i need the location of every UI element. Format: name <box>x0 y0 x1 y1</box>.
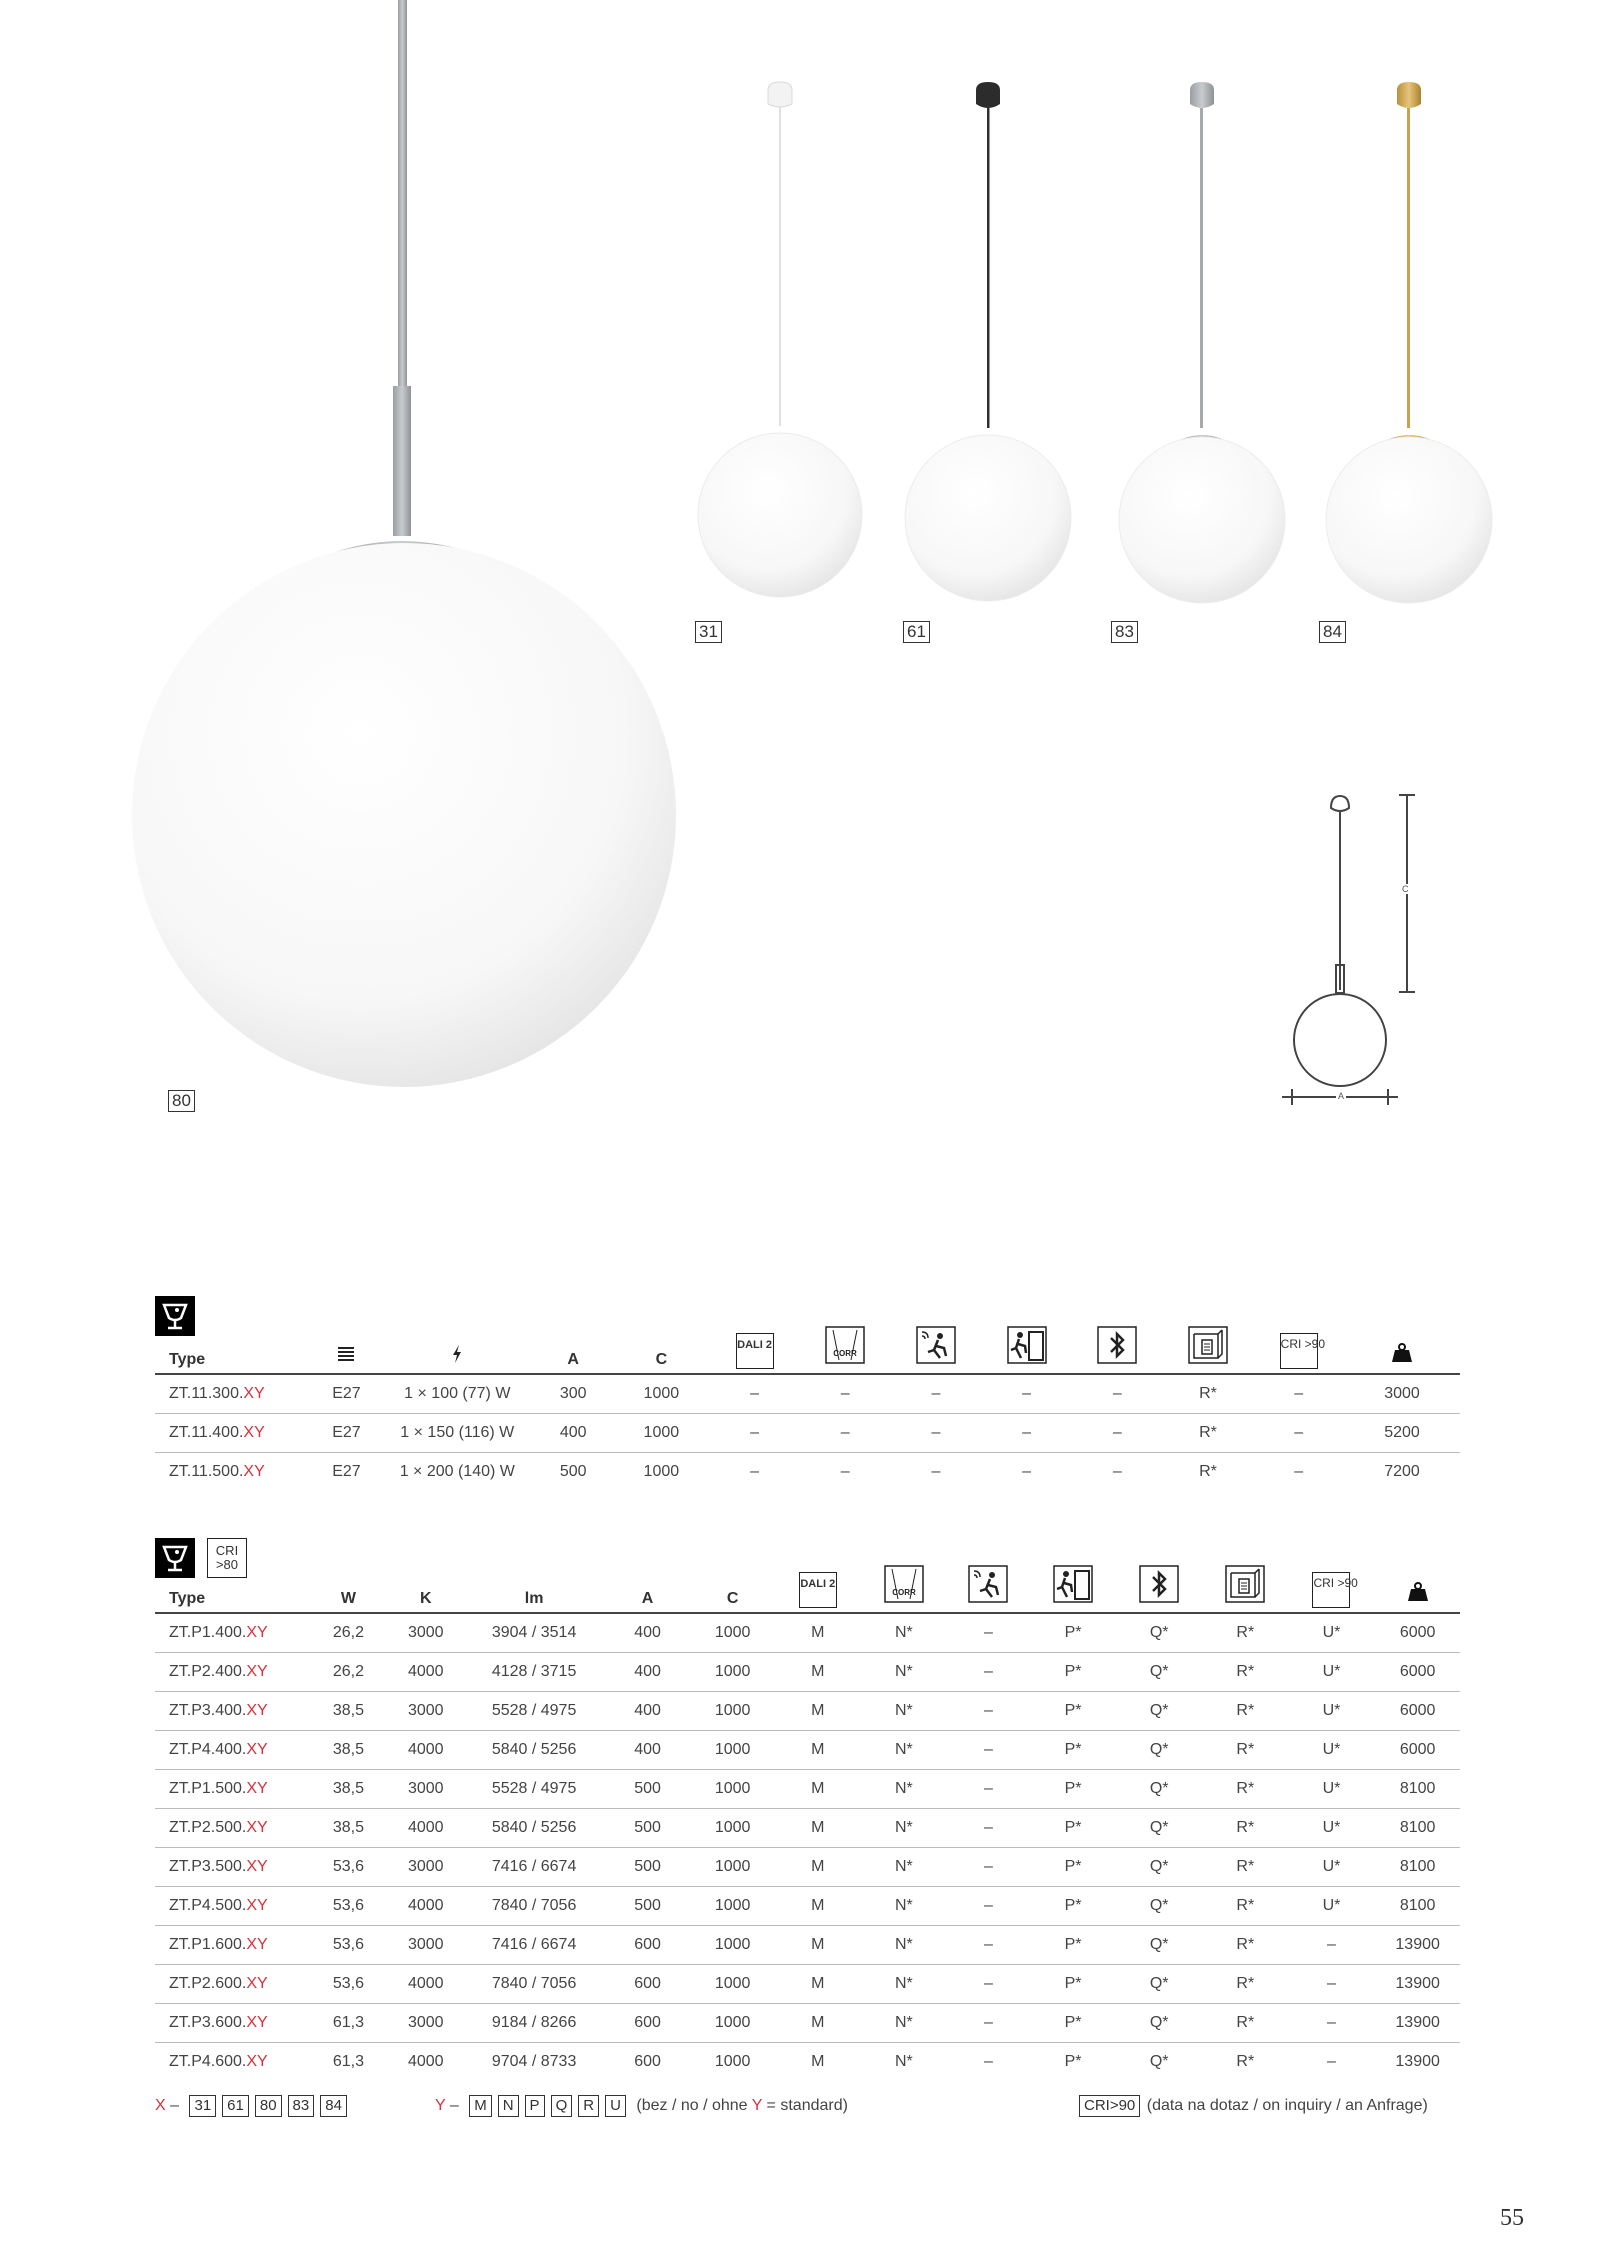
cell-cri: – <box>1327 2053 1336 2070</box>
cell-a: 500 <box>559 1463 587 1480</box>
cell-dali: – <box>750 1463 759 1480</box>
cell-corr: N* <box>895 1663 913 1680</box>
cell-lm: 7840 / 7056 <box>491 1897 577 1914</box>
cell-c: 1000 <box>714 1936 751 1953</box>
cell-weight: 8100 <box>1399 1780 1436 1797</box>
cell-bluetooth: Q* <box>1149 1702 1169 1719</box>
legend-x <box>155 2095 353 2117</box>
cell-bluetooth: Q* <box>1149 2014 1169 2031</box>
cell-cri: – <box>1294 1385 1304 1402</box>
cell-bluetooth: – <box>1112 1463 1122 1480</box>
legend-y-code: M <box>469 2095 492 2117</box>
cell-c: 1000 <box>714 1975 751 1992</box>
cell-a: 400 <box>634 1624 661 1641</box>
cell-sensor: – <box>984 1858 993 1875</box>
cell-lm: 5840 / 5256 <box>491 1819 577 1836</box>
cell-emergency: P* <box>1064 1936 1082 1953</box>
col-c: C <box>726 1590 739 1607</box>
cell-w: 38,5 <box>332 1702 364 1719</box>
table-row <box>155 1965 1460 2004</box>
cell-c: 1000 <box>714 1624 751 1641</box>
cell-type: ZT.P4.400.XY <box>169 1741 268 1758</box>
cell-dali: M <box>811 1663 825 1680</box>
cell-type: ZT.P2.400.XY <box>169 1663 268 1680</box>
cell-dali: M <box>811 2014 825 2031</box>
cell-w: 53,6 <box>332 1897 364 1914</box>
cell-driver: R* <box>1199 1385 1217 1402</box>
legend-y-code: Q <box>551 2095 573 2117</box>
table-row <box>155 1613 1460 1653</box>
cell-bluetooth: Q* <box>1149 1663 1169 1680</box>
dali-icon: DALI 2 <box>709 1324 800 1374</box>
cell-bluetooth: Q* <box>1149 1858 1169 1875</box>
power-icon <box>382 1324 533 1374</box>
cell-corr: – <box>840 1424 850 1441</box>
cell-bluetooth: Q* <box>1149 2053 1169 2070</box>
cell-corr: N* <box>895 1975 913 1992</box>
cell-type: ZT.11.400.XY <box>169 1424 265 1441</box>
cell-w: 38,5 <box>332 1819 364 1836</box>
cell-w: 61,3 <box>332 2014 364 2031</box>
weight-icon <box>1344 1324 1460 1374</box>
cell-corr: N* <box>895 1936 913 1953</box>
socket-icon <box>311 1324 382 1374</box>
cell-bluetooth: – <box>1112 1385 1122 1402</box>
legend-y-note: (bez / no / ohne Y = standard) <box>636 2097 848 2114</box>
cell-weight: 8100 <box>1399 1819 1436 1836</box>
legend-y-code: P <box>525 2095 545 2117</box>
cell-a: 400 <box>559 1424 587 1441</box>
cell-emergency: P* <box>1064 1702 1082 1719</box>
cell-dali: M <box>811 2053 825 2070</box>
cell-driver: R* <box>1236 1819 1255 1836</box>
cell-sensor: – <box>984 1897 993 1914</box>
cell-a: 400 <box>634 1702 661 1719</box>
lamp-variant-white <box>698 82 862 597</box>
cell-c: 1000 <box>714 1858 751 1875</box>
cell-power: 1 × 150 (116) W <box>400 1424 515 1441</box>
cell-bluetooth: Q* <box>1149 1936 1169 1953</box>
legend-y <box>435 2095 848 2117</box>
cell-w: 53,6 <box>332 1858 364 1875</box>
cell-socket: E27 <box>332 1463 361 1480</box>
cell-sensor: – <box>984 1702 993 1719</box>
cell-lm: 3904 / 3514 <box>491 1624 577 1641</box>
dimension-drawing <box>1282 795 1415 1105</box>
cell-c: 1000 <box>643 1385 680 1402</box>
table-row <box>155 1887 1460 1926</box>
legend-x-code: 31 <box>189 2095 216 2117</box>
cell-corr: – <box>840 1463 850 1480</box>
cell-sensor: – <box>984 1624 993 1641</box>
cri-icon: CRI >90 <box>1253 1324 1344 1374</box>
cell-dali: – <box>750 1424 759 1441</box>
table-row <box>155 1374 1460 1414</box>
variant-code-31: 31 <box>695 621 722 643</box>
cell-cri: U* <box>1322 1858 1341 1875</box>
cell-c: 1000 <box>714 2053 751 2070</box>
cell-type: ZT.P3.400.XY <box>169 1702 268 1719</box>
col-lm: lm <box>524 1590 544 1607</box>
cell-type: ZT.P2.600.XY <box>169 1975 268 1992</box>
cell-driver: R* <box>1236 1663 1255 1680</box>
spec-table-incandescent <box>155 1324 1460 1491</box>
cell-a: 400 <box>634 1741 661 1758</box>
cell-bluetooth: Q* <box>1149 1819 1169 1836</box>
cell-c: 1000 <box>643 1463 680 1480</box>
cell-type: ZT.P1.400.XY <box>169 1624 268 1641</box>
cell-k: 3000 <box>407 1936 444 1953</box>
variant-code-80: 80 <box>168 1090 195 1112</box>
cell-dali: M <box>811 1975 825 1992</box>
cell-lm: 7416 / 6674 <box>491 1936 577 1953</box>
cell-sensor: – <box>984 2053 993 2070</box>
cell-lm: 7840 / 7056 <box>491 1975 577 1992</box>
cell-corr: N* <box>895 2014 913 2031</box>
cell-cri: – <box>1327 1975 1336 1992</box>
cell-bluetooth: Q* <box>1149 1741 1169 1758</box>
cell-type: ZT.P1.600.XY <box>169 1936 268 1953</box>
cell-dali: M <box>811 1741 825 1758</box>
table-row <box>155 2004 1460 2043</box>
cell-a: 500 <box>634 1858 661 1875</box>
cell-dali: – <box>750 1385 759 1402</box>
cell-type: ZT.11.500.XY <box>169 1463 265 1480</box>
cell-w: 53,6 <box>332 1936 364 1953</box>
cell-lm: 5528 / 4975 <box>491 1780 577 1797</box>
dali-icon: DALI 2 <box>774 1561 862 1613</box>
cell-w: 26,2 <box>332 1663 364 1680</box>
cri-80-badge: CRI >80 <box>207 1538 247 1578</box>
cell-lm: 7416 / 6674 <box>491 1858 577 1875</box>
legend-x-code: 80 <box>255 2095 282 2117</box>
cell-bluetooth: – <box>1112 1424 1122 1441</box>
legend-y-codes <box>469 2097 632 2114</box>
cell-sensor: – <box>984 1741 993 1758</box>
cell-k: 3000 <box>407 2014 444 2031</box>
cell-cri: – <box>1327 2014 1336 2031</box>
bluetooth-icon <box>1072 1324 1163 1374</box>
cell-dali: M <box>811 1819 825 1836</box>
cell-type: ZT.11.300.XY <box>169 1385 265 1402</box>
cell-driver: R* <box>1199 1424 1217 1441</box>
cell-cri: U* <box>1322 1663 1341 1680</box>
cell-sensor: – <box>984 1819 993 1836</box>
lamp-variant-chrome <box>1119 82 1285 603</box>
cell-power: 1 × 200 (140) W <box>399 1463 515 1480</box>
cell-a: 400 <box>634 1663 661 1680</box>
cell-driver: R* <box>1236 1780 1255 1797</box>
cell-type: ZT.P3.500.XY <box>169 1858 268 1875</box>
cell-k: 4000 <box>407 1741 444 1758</box>
cell-emergency: P* <box>1064 1897 1082 1914</box>
emergency-icon <box>981 1324 1072 1374</box>
dimension-a-label: A <box>1338 1091 1345 1101</box>
table-row <box>155 1731 1460 1770</box>
cell-driver: R* <box>1236 2053 1255 2070</box>
cell-emergency: P* <box>1064 2014 1082 2031</box>
cell-driver: R* <box>1236 2014 1255 2031</box>
col-c: C <box>655 1351 668 1368</box>
legend-x-codes <box>189 2097 352 2114</box>
col-type: Type <box>169 1351 206 1368</box>
table-row <box>155 1926 1460 1965</box>
cell-emergency: P* <box>1064 1741 1082 1758</box>
cell-emergency: P* <box>1064 1819 1082 1836</box>
cell-weight: 6000 <box>1399 1702 1436 1719</box>
emergency-icon <box>1031 1561 1116 1613</box>
cell-sensor: – <box>984 2014 993 2031</box>
cell-weight: 8100 <box>1399 1897 1436 1914</box>
cell-emergency: – <box>1022 1463 1032 1480</box>
cell-k: 4000 <box>407 2053 444 2070</box>
legend-y-code: U <box>605 2095 626 2117</box>
cell-dali: M <box>811 1936 825 1953</box>
cell-socket: E27 <box>332 1424 361 1441</box>
variant-code-84: 84 <box>1319 621 1346 643</box>
cell-sensor: – <box>931 1463 941 1480</box>
cell-corr: N* <box>895 1897 913 1914</box>
legend-x-code: 61 <box>222 2095 249 2117</box>
cell-a: 600 <box>634 2053 661 2070</box>
cell-type: ZT.P4.500.XY <box>169 1897 268 1914</box>
cell-weight: 6000 <box>1399 1741 1436 1758</box>
cell-bluetooth: Q* <box>1149 1897 1169 1914</box>
cell-c: 1000 <box>714 1780 751 1797</box>
cell-weight: 8100 <box>1399 1858 1436 1875</box>
cell-k: 4000 <box>407 1819 444 1836</box>
col-k: K <box>419 1590 432 1607</box>
legend-x-prefix: X <box>155 2097 166 2114</box>
cell-sensor: – <box>984 1936 993 1953</box>
corridor-icon <box>800 1324 891 1374</box>
table-row <box>155 1414 1460 1453</box>
cell-type: ZT.P2.500.XY <box>169 1819 268 1836</box>
cell-k: 3000 <box>407 1780 444 1797</box>
legend-y-dash: – <box>449 2097 459 2114</box>
cell-weight: 13900 <box>1395 2053 1440 2070</box>
cell-cri: U* <box>1322 1741 1341 1758</box>
cell-sensor: – <box>984 1975 993 1992</box>
legend-cri-box: CRI>90 <box>1079 2095 1140 2117</box>
cell-cri: U* <box>1322 1780 1341 1797</box>
table-row <box>155 1848 1460 1887</box>
cell-emergency: P* <box>1064 2053 1082 2070</box>
cell-weight: 13900 <box>1395 2014 1440 2031</box>
cell-dali: M <box>811 1858 825 1875</box>
main-pendant-lamp <box>132 0 676 1087</box>
cell-w: 53,6 <box>332 1975 364 1992</box>
cell-driver: R* <box>1236 1741 1255 1758</box>
svg-text:CORR: CORR <box>892 1588 916 1597</box>
cell-corr: N* <box>895 1858 913 1875</box>
cell-c: 1000 <box>714 1897 751 1914</box>
cell-corr: N* <box>895 1819 913 1836</box>
cell-dali: M <box>811 1702 825 1719</box>
cell-sensor: – <box>984 1780 993 1797</box>
cell-driver: R* <box>1236 1936 1255 1953</box>
cell-driver: R* <box>1236 1702 1255 1719</box>
cell-c: 1000 <box>714 2014 751 2031</box>
cell-a: 600 <box>634 2014 661 2031</box>
driver-icon <box>1163 1324 1254 1374</box>
variant-code-83: 83 <box>1111 621 1138 643</box>
cell-cri: U* <box>1322 1702 1341 1719</box>
cell-cri: U* <box>1322 1897 1341 1914</box>
table-row <box>155 1770 1460 1809</box>
sensor-icon <box>891 1324 982 1374</box>
sensor-icon <box>946 1561 1031 1613</box>
cell-weight: 5200 <box>1384 1424 1420 1441</box>
cell-lm: 9704 / 8733 <box>491 2053 577 2070</box>
cell-bluetooth: Q* <box>1149 1975 1169 1992</box>
cell-a: 500 <box>634 1780 661 1797</box>
cell-driver: R* <box>1199 1463 1217 1480</box>
legend-y-code: N <box>498 2095 519 2117</box>
cell-dali: M <box>811 1897 825 1914</box>
cell-driver: R* <box>1236 1624 1255 1641</box>
cell-sensor: – <box>931 1385 941 1402</box>
cell-k: 4000 <box>407 1975 444 1992</box>
table-row <box>155 1692 1460 1731</box>
cell-c: 1000 <box>714 1702 751 1719</box>
cell-a: 600 <box>634 1975 661 1992</box>
bluetooth-icon <box>1115 1561 1203 1613</box>
cell-w: 61,3 <box>332 2053 364 2070</box>
cell-cri: – <box>1294 1424 1304 1441</box>
table-row <box>155 2043 1460 2082</box>
cell-bluetooth: Q* <box>1149 1780 1169 1797</box>
lamp-variant-black <box>905 82 1071 601</box>
cell-corr: N* <box>895 2053 913 2070</box>
legend-x-code: 84 <box>320 2095 347 2117</box>
cell-emergency: P* <box>1064 1780 1082 1797</box>
cell-w: 38,5 <box>332 1741 364 1758</box>
cell-k: 3000 <box>407 1702 444 1719</box>
cell-corr: N* <box>895 1741 913 1758</box>
col-a: A <box>567 1351 579 1368</box>
cell-cri: – <box>1294 1463 1304 1480</box>
legend-cri-note: (data na dotaz / on inquiry / an Anfrage) <box>1146 2097 1428 2114</box>
col-a: A <box>641 1590 654 1607</box>
table-row <box>155 1653 1460 1692</box>
cell-c: 1000 <box>714 1663 751 1680</box>
cell-sensor: – <box>984 1663 993 1680</box>
cell-bluetooth: Q* <box>1149 1624 1169 1641</box>
cell-weight: 6000 <box>1399 1624 1436 1641</box>
legend-y-code: R <box>578 2095 599 2117</box>
cell-k: 4000 <box>407 1663 444 1680</box>
cell-corr: N* <box>895 1624 913 1641</box>
cell-a: 500 <box>634 1819 661 1836</box>
table-row <box>155 1809 1460 1848</box>
cell-corr: N* <box>895 1702 913 1719</box>
cell-cri: – <box>1327 1936 1336 1953</box>
cell-type: ZT.P4.600.XY <box>169 2053 268 2070</box>
weight-icon <box>1375 1561 1460 1613</box>
cell-a: 600 <box>634 1936 661 1953</box>
cell-corr: – <box>840 1385 850 1402</box>
col-type: Type <box>169 1590 206 1607</box>
cell-k: 3000 <box>407 1858 444 1875</box>
cell-k: 3000 <box>407 1624 444 1641</box>
cell-type: ZT.P1.500.XY <box>169 1780 268 1797</box>
cell-power: 1 × 100 (77) W <box>404 1385 511 1402</box>
table-header-row <box>155 1324 1460 1374</box>
cell-emergency: P* <box>1064 1624 1082 1641</box>
cell-lm: 5528 / 4975 <box>491 1702 577 1719</box>
cell-dali: M <box>811 1780 825 1797</box>
lamp-variant-brass <box>1326 82 1492 603</box>
legend-x-dash: – <box>170 2097 180 2114</box>
cell-cri: U* <box>1322 1624 1341 1641</box>
cell-weight: 13900 <box>1395 1975 1440 1992</box>
svg-text:CORR: CORR <box>833 1349 858 1358</box>
cell-socket: E27 <box>332 1385 361 1402</box>
cell-corr: N* <box>895 1780 913 1797</box>
cell-driver: R* <box>1236 1897 1255 1914</box>
cell-c: 1000 <box>643 1424 680 1441</box>
cell-dali: M <box>811 1624 825 1641</box>
legend-y-prefix: Y <box>435 2097 446 2114</box>
cell-type: ZT.P3.600.XY <box>169 2014 268 2031</box>
cell-weight: 13900 <box>1395 1936 1440 1953</box>
cell-w: 26,2 <box>332 1624 364 1641</box>
table-header-row <box>155 1561 1460 1613</box>
cell-weight: 3000 <box>1384 1385 1420 1402</box>
cell-emergency: – <box>1022 1385 1032 1402</box>
table-row <box>155 1453 1460 1492</box>
cell-sensor: – <box>931 1424 941 1441</box>
legend-x-code: 83 <box>288 2095 315 2117</box>
driver-icon <box>1203 1561 1288 1613</box>
cell-driver: R* <box>1236 1858 1255 1875</box>
dimension-c-label: C <box>1402 884 1409 894</box>
page-number: 55 <box>1500 2205 1524 2231</box>
corridor-icon <box>862 1561 947 1613</box>
cell-lm: 5840 / 5256 <box>491 1741 577 1758</box>
cell-a: 500 <box>634 1897 661 1914</box>
cell-driver: R* <box>1236 1975 1255 1992</box>
cell-c: 1000 <box>714 1819 751 1836</box>
cell-emergency: – <box>1022 1424 1032 1441</box>
cell-w: 38,5 <box>332 1780 364 1797</box>
variant-code-61: 61 <box>903 621 930 643</box>
cell-emergency: P* <box>1064 1975 1082 1992</box>
legend-cri <box>1079 2095 1428 2117</box>
cell-emergency: P* <box>1064 1663 1082 1680</box>
cell-k: 4000 <box>407 1897 444 1914</box>
cell-c: 1000 <box>714 1741 751 1758</box>
cell-lm: 9184 / 8266 <box>491 2014 577 2031</box>
spec-table-led <box>155 1561 1460 2081</box>
cell-weight: 6000 <box>1399 1663 1436 1680</box>
cell-cri: U* <box>1322 1819 1341 1836</box>
cell-weight: 7200 <box>1384 1463 1420 1480</box>
cell-lm: 4128 / 3715 <box>491 1663 577 1680</box>
cri-icon: CRI >90 <box>1288 1561 1376 1613</box>
cell-a: 300 <box>559 1385 587 1402</box>
cell-emergency: P* <box>1064 1858 1082 1875</box>
col-w: W <box>340 1590 356 1607</box>
